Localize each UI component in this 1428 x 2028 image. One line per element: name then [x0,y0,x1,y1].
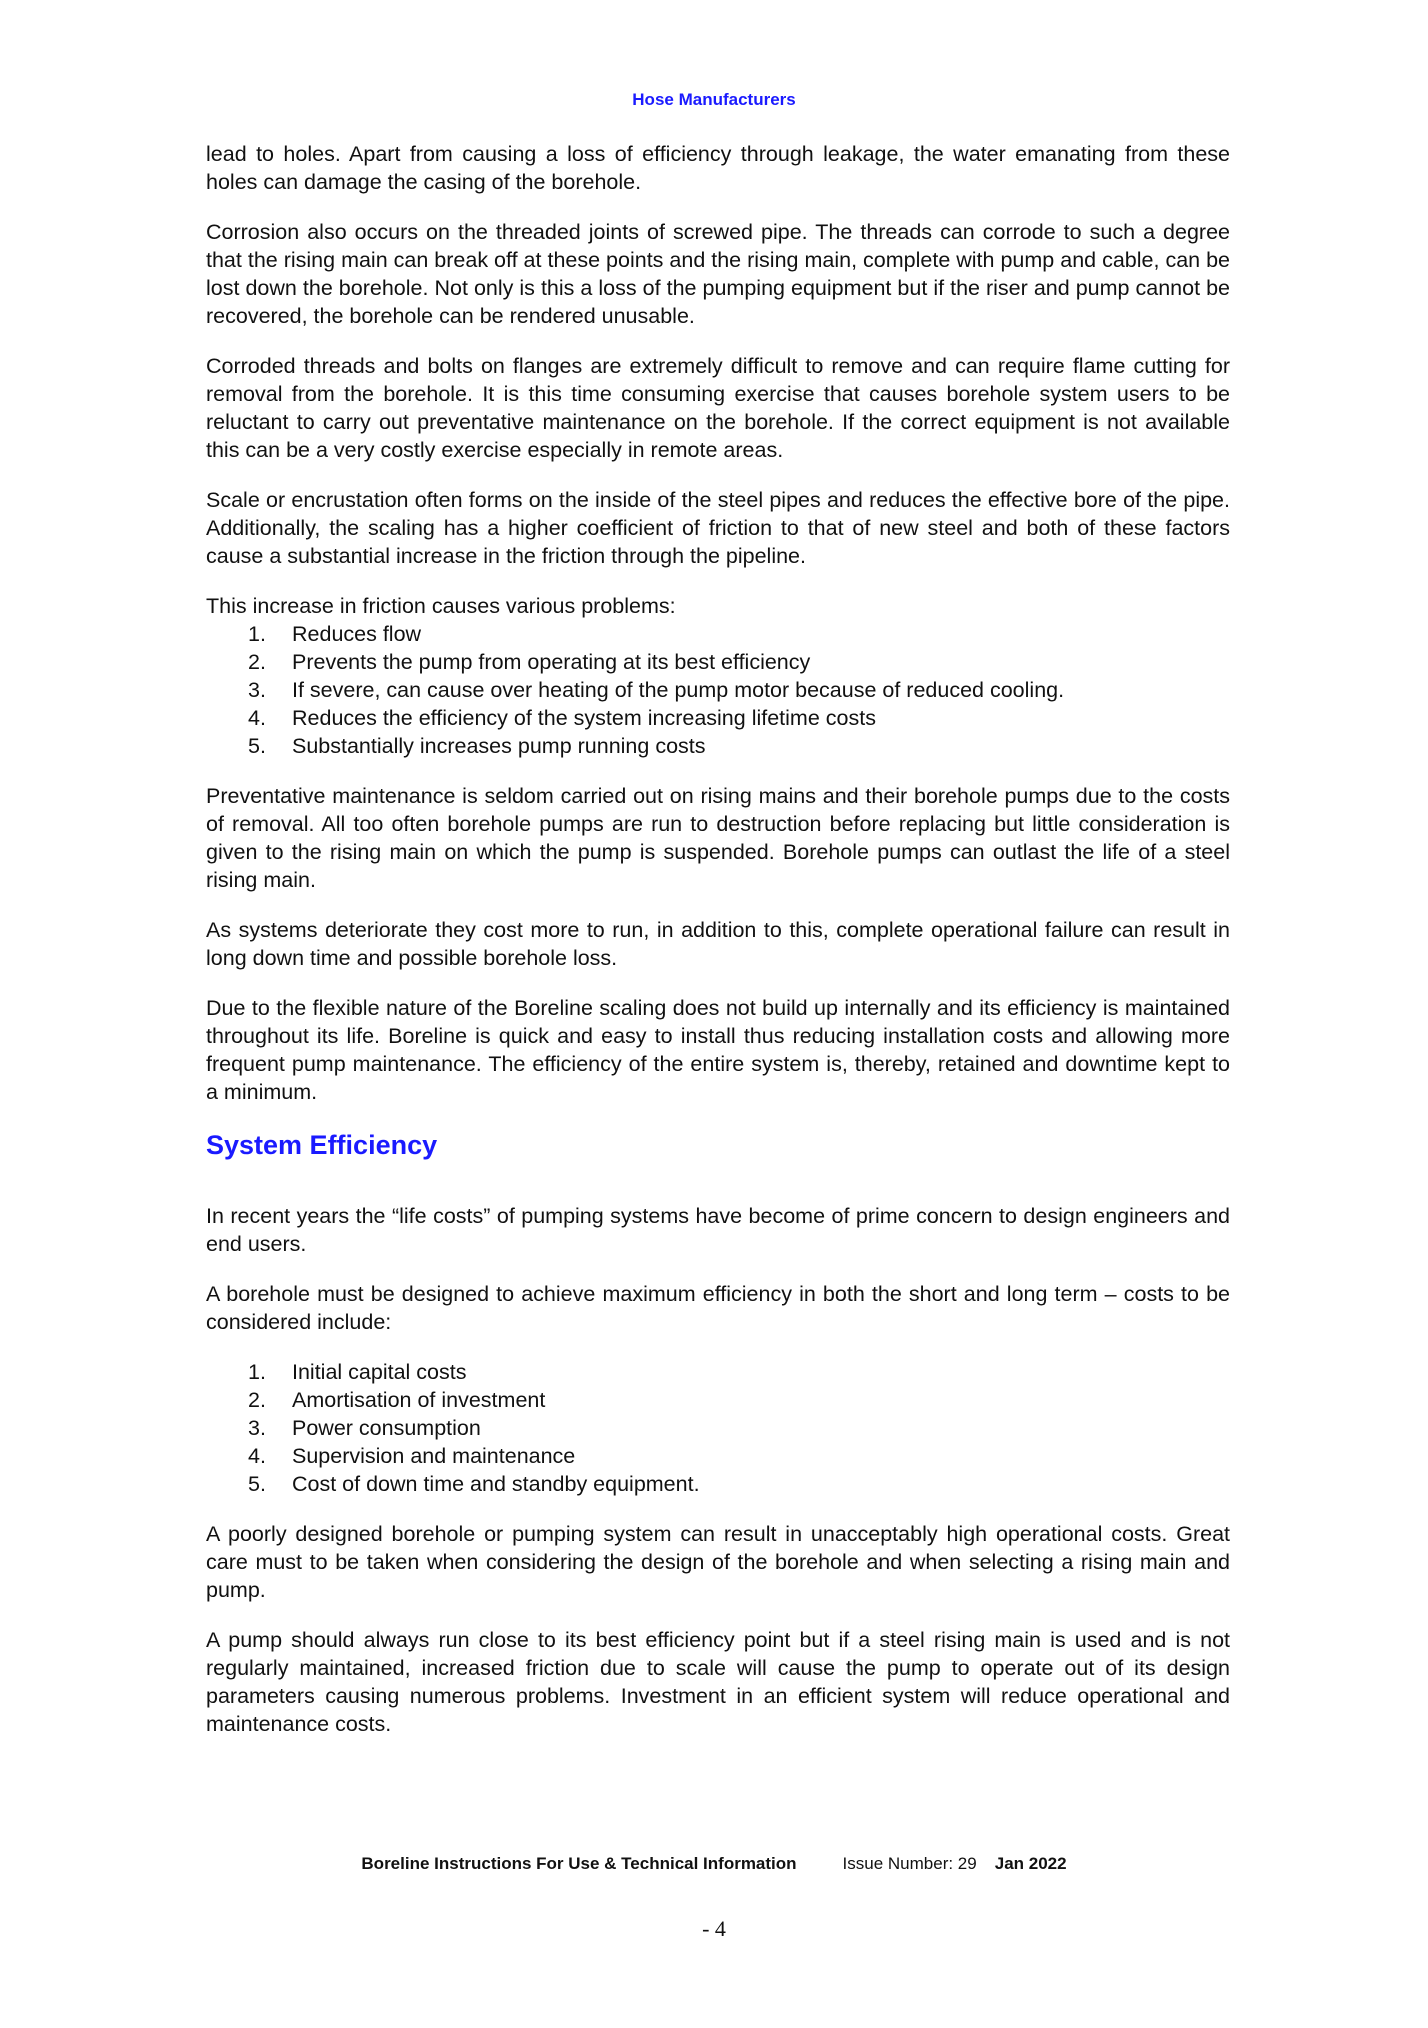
list-number: 2. [248,1388,266,1412]
page-content [206,140,1230,1760]
costs-list [206,1358,1230,1498]
paragraph: Due to the flexible nature of the Boreline scaling does not build up internally and its efficiency is maintained throughout its life. Boreline is quick and easy to install thus reducing installation costs and allowing more frequent pump maintenance. The efficiency of the entire system is, thereby, retained and downtime kept to a minimum. [206,996,1230,1104]
list-item [206,1442,1230,1470]
page-number: - 4 [702,1916,726,1941]
paragraph: As systems deteriorate they cost more to run, in addition to this, complete operational failure can result in long down time and possible borehole loss. [206,918,1230,970]
footer-date: Jan 2022 [994,1854,1067,1873]
footer-issue-number: Issue Number: 29 [842,1854,977,1873]
list-item [206,704,1230,732]
running-header: Hose Manufacturers [632,90,796,109]
list-number: 2. [248,650,266,674]
paragraph: Preventative maintenance is seldom carried out on rising mains and their borehole pumps due to the costs of removal. All too often borehole pumps are run to destruction before replacing but little consideration is given to the rising main on which the pump is suspended. Borehole pumps can outlast the life of a steel rising main. [206,784,1230,892]
paragraph: Corroded threads and bolts on flanges are extremely difficult to remove and can require flame cutting for removal from the borehole. It is this time consuming exercise that causes borehole system users to be reluctant to carry out preventative maintenance on the borehole. If the correct equipment is not available this can be a very costly exercise especially in remote areas. [206,354,1230,462]
paragraph: lead to holes. Apart from causing a loss of efficiency through leakage, the water emanating from these holes can damage the casing of the borehole. [206,142,1230,194]
paragraph: A pump should always run close to its best efficiency point but if a steel rising main is used and is not regularly maintained, increased friction due to scale will cause the pump to operate out of its design parameters causing numerous problems. Investment in an efficient system will reduce operational and maintenance costs. [206,1628,1230,1736]
list-text: Prevents the pump from operating at its best efficiency [292,650,811,674]
paragraph: Corrosion also occurs on the threaded joints of screwed pipe. The threads can corrode to such a degree that the rising main can break off at these points and the rising main, complete with pump and cable, can be lost down the borehole. Not only is this a loss of the pumping equipment but if the riser and pump cannot be recovered, the borehole can be rendered unusable. [206,220,1230,328]
list-text: If severe, can cause over heating of the pump motor because of reduced cooling. [292,678,1065,702]
list-number: 1. [248,1360,266,1384]
section-heading: System Efficiency [206,1130,438,1160]
list-intro: This increase in friction causes various problems: [206,594,676,618]
list-text: Amortisation of investment [292,1388,546,1412]
list-number: 5. [248,1472,266,1496]
list-number: 4. [248,706,266,730]
paragraph: A poorly designed borehole or pumping system can result in unacceptably high operational costs. Great care must to be taken when considering the design of the borehole and when selecting a rising main and pump. [206,1522,1230,1602]
list-item [206,1386,1230,1414]
list-item [206,648,1230,676]
list-number: 3. [248,1416,266,1440]
list-item [206,732,1230,760]
list-text: Supervision and maintenance [292,1444,576,1468]
problems-list [206,620,1230,760]
list-number: 5. [248,734,266,758]
list-item [206,620,1230,648]
list-text: Cost of down time and standby equipment. [292,1472,700,1496]
list-number: 3. [248,678,266,702]
list-text: Reduces the efficiency of the system increasing lifetime costs [292,706,876,730]
running-footer [0,1854,1428,1874]
list-text: Substantially increases pump running costs [292,734,706,758]
list-text: Initial capital costs [292,1360,467,1384]
list-text: Reduces flow [292,622,422,646]
paragraph: A borehole must be designed to achieve maximum efficiency in both the short and long term – costs to be considered include: [206,1282,1230,1334]
list-item [206,676,1230,704]
list-number: 1. [248,622,266,646]
paragraph: In recent years the “life costs” of pumping systems have become of prime concern to design engineers and end users. [206,1204,1230,1256]
list-item [206,1414,1230,1442]
footer-doc-title: Boreline Instructions For Use & Technical Information [361,1854,797,1873]
list-number: 4. [248,1444,266,1468]
list-text: Power consumption [292,1416,481,1440]
list-item [206,1358,1230,1386]
paragraph: Scale or encrustation often forms on the inside of the steel pipes and reduces the effective bore of the pipe. Additionally, the scaling has a higher coefficient of friction to that of new steel and both of these factors cause a substantial increase in the friction through the pipeline. [206,488,1230,568]
list-item [206,1470,1230,1498]
